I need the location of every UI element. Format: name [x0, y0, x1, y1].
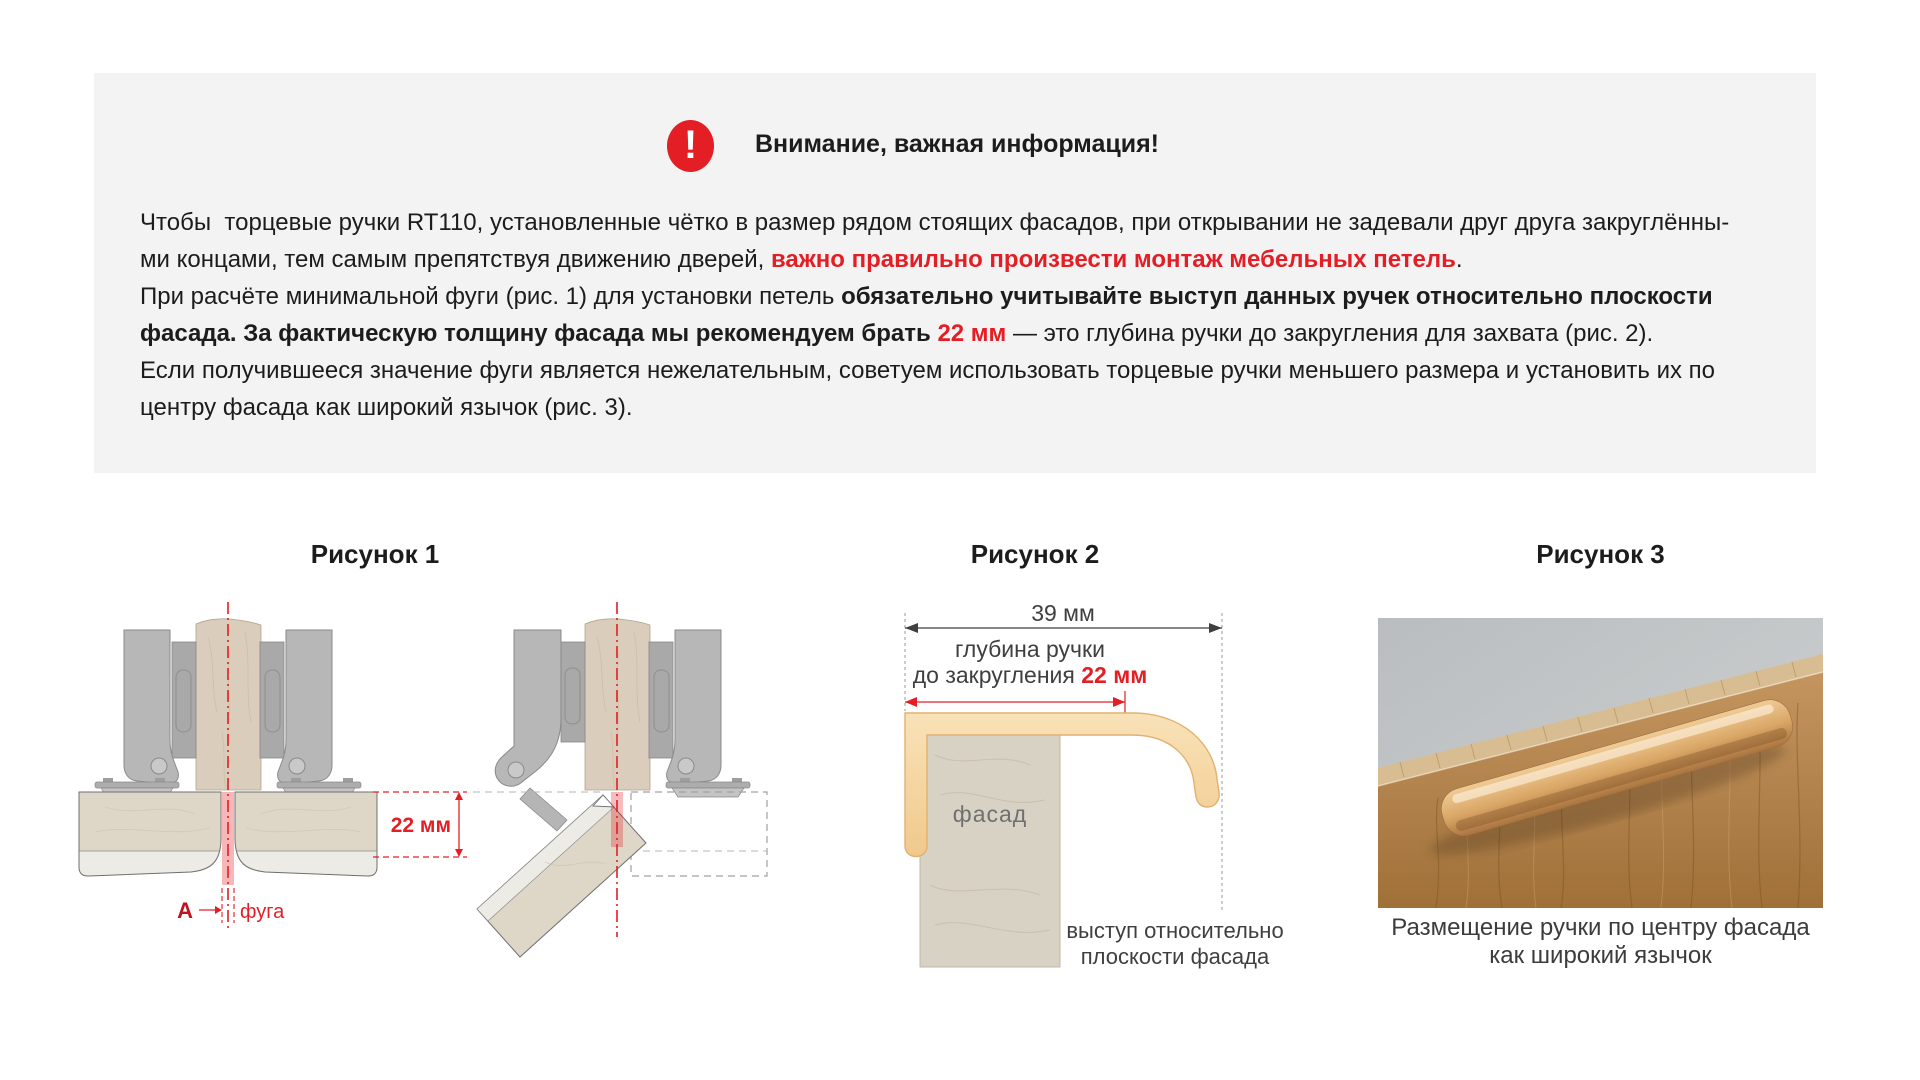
- info-text-line: ми концами, тем самым препятствуя движению дверей, важно правильно произвести монтаж мебельных петель.: [140, 246, 1463, 273]
- figure3-caption-line2: как широкий язычок: [1489, 942, 1712, 969]
- fig1-dim-22mm: 22 мм: [390, 814, 451, 837]
- fig1-label-fuga: фуга: [240, 901, 285, 923]
- figure2-title: Рисунок 2: [970, 539, 1100, 569]
- figure3-caption-line1: Размещение ручки по центру фасада: [1391, 914, 1810, 941]
- fig2-depth-label-line1: глубина ручки: [955, 636, 1105, 662]
- fig2-protrusion-label-line1: выступ относительно: [1066, 918, 1284, 943]
- figure1-hinge-diagram: [75, 592, 775, 977]
- fig1-closed-doors: [79, 602, 467, 930]
- figure3-title: Рисунок 3: [1536, 539, 1665, 569]
- hinge-right: [260, 630, 361, 797]
- hinge-right: [649, 630, 750, 797]
- info-text-line: При расчёте минимальной фуги (рис. 1) для установки петель обязательно учитывайте выступ данных ручек относительно плоскости: [140, 283, 1713, 310]
- info-text: [140, 204, 1729, 426]
- fig2-fasad-panel: [920, 735, 1060, 967]
- fig1-label-a: А: [177, 898, 193, 923]
- info-text-line: Если получившееся значение фуги является нежелательным, советуем использовать торцевые ручки меньшего размера и установить их по: [140, 357, 1715, 384]
- info-text-line: Чтобы торцевые ручки RT110, установленные чётко в размер рядом стоящих фасадов, при открывании не задевали друг друга закруглённы-: [140, 209, 1730, 236]
- hinge-left: [95, 630, 196, 797]
- info-text-line: фасада. За фактическую толщину фасада мы рекомендуем брать 22 мм — это глубина ручки до закругления для захвата (рис. 2).: [140, 320, 1654, 347]
- hinge-open: [495, 630, 585, 831]
- fasad-right: [235, 792, 377, 876]
- info-box: [94, 73, 1816, 473]
- figure1-title: Рисунок 1: [310, 539, 440, 569]
- fig1-open-door: [473, 602, 767, 957]
- info-title: Внимание, важная информация!: [755, 130, 1160, 158]
- fig2-dim-39mm: 39 мм: [1031, 600, 1095, 626]
- exclamation-icon: !: [667, 120, 714, 172]
- fig2-depth-label-line2: до закругления 22 мм: [912, 662, 1148, 688]
- fasad-left: [79, 792, 221, 876]
- fig2-fasad-label: фасад: [952, 801, 1028, 827]
- figure3-caption: [1378, 914, 1823, 970]
- figure3-photo: [1378, 618, 1823, 908]
- figure2-handle-profile: [880, 595, 1320, 985]
- fig2-protrusion-label-line2: плоскости фасада: [1080, 944, 1270, 969]
- info-text-line: центру фасада как широкий язычок (рис. 3).: [140, 394, 633, 421]
